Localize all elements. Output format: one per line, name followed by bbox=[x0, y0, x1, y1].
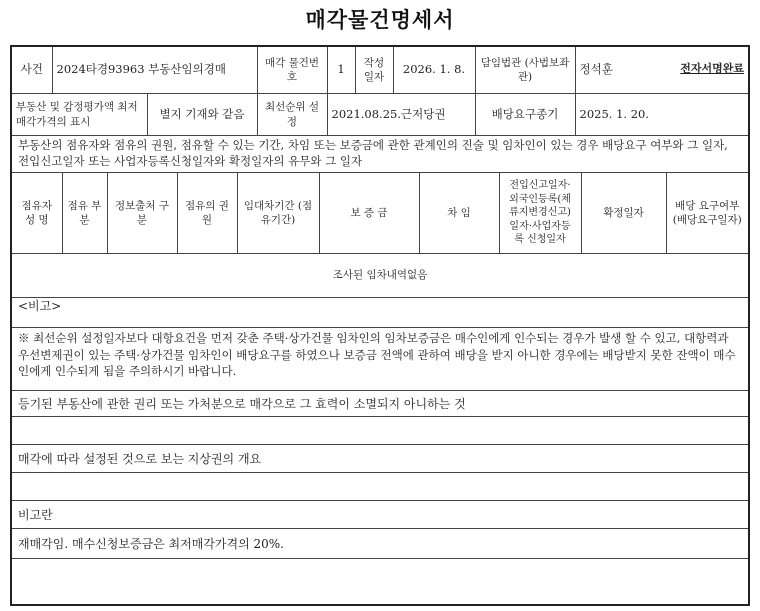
appraisal-label: 부동산 및 감정평가액 최저매각가격의 표시 bbox=[12, 94, 147, 136]
item-number-label: 매각 물건번호 bbox=[257, 47, 327, 93]
col-occupant: 점유자 성 명 bbox=[12, 173, 62, 253]
appraisal-table bbox=[12, 93, 748, 136]
electronic-signature: 전자서명완료 bbox=[680, 61, 744, 75]
document-frame bbox=[10, 45, 750, 606]
registered-rights-value bbox=[12, 417, 748, 445]
col-dividend: 배당 요구여부 (배당요구일자) bbox=[666, 173, 748, 253]
date-label: 작성 일자 bbox=[355, 47, 393, 93]
case-label: 사건 bbox=[12, 47, 52, 93]
priority-value: 2021.08.25.근저당권 bbox=[327, 94, 475, 136]
col-deposit: 보 증 금 bbox=[319, 173, 419, 253]
judge-label: 담임법관 (사법보좌관) bbox=[475, 47, 575, 93]
col-period: 임대차기간 (점유기간) bbox=[237, 173, 319, 253]
notice-text: ※ 최선순위 설정일자보다 대항요건을 먼저 갖춘 주택·상가건물 임차인의 임차보증금은 매수인에게 인수되는 경우가 발생 할 수 있고, 대항력과 우선변제권이 있는 주택·상가건물 임차인이 배당요구를 하였으나 보증금 전액에 관하여 배당을 받지 아니한 경우에는 배당받지 못한 잔액이 매수인에게 인수되게 됨을 주의하시기 바랍니다. bbox=[12, 327, 748, 391]
col-part: 점유 부분 bbox=[62, 173, 107, 253]
header-table bbox=[12, 47, 748, 94]
remarks-label: <비고> bbox=[18, 299, 62, 313]
priority-label: 최선순위 설정 bbox=[257, 94, 327, 136]
col-title: 점유의 권 원 bbox=[177, 173, 237, 253]
col-move-in: 전입신고일자· 외국인등록(체 류지변경신고) 일자·사업자등 록 신청일자 bbox=[499, 173, 581, 253]
col-source: 정보출처 구 분 bbox=[107, 173, 177, 253]
surface-rights-value bbox=[12, 473, 748, 501]
judge-cell bbox=[575, 47, 748, 93]
judge-name: 정석훈 bbox=[579, 61, 613, 76]
appraisal-value: 별지 기재와 같음 bbox=[147, 94, 257, 136]
occupancy-description: 부동산의 점유자와 점유의 권원, 점유할 수 있는 기간, 차임 또는 보증금에 관한 관계인의 진술 및 임차인이 있는 경우 배당요구 여부와 그 일자, 전입신고일자 또는 사업자등록신청일자와 확정일자의 유무와 그 일자 bbox=[12, 135, 748, 173]
date-value: 2026. 1. 8. bbox=[393, 47, 475, 93]
col-fixed-date: 확정일자 bbox=[581, 173, 666, 253]
remarks-section-text: 재매각임. 매수신청보증금은 최저매각가격의 20%. bbox=[12, 529, 748, 559]
tenant-table bbox=[12, 173, 748, 298]
deadline-value: 2025. 1. 20. bbox=[575, 94, 748, 136]
deadline-label: 배당요구종기 bbox=[475, 94, 575, 136]
col-rent: 차 임 bbox=[419, 173, 499, 253]
document-title: 매각물건명세서 bbox=[305, 8, 455, 32]
surface-rights-label: 매각에 따라 설정된 것으로 보는 지상권의 개요 bbox=[12, 445, 748, 473]
tenant-empty-message: 조사된 임차내역없음 bbox=[12, 253, 748, 297]
remarks-section-label: 비고란 bbox=[12, 501, 748, 529]
case-number: 2024타경93963 부동산임의경매 bbox=[52, 47, 257, 93]
registered-rights-label: 등기된 부동산에 관한 권리 또는 가처분으로 매각으로 그 효력이 소멸되지 아니하는 것 bbox=[12, 391, 748, 417]
item-number-value: 1 bbox=[327, 47, 355, 93]
